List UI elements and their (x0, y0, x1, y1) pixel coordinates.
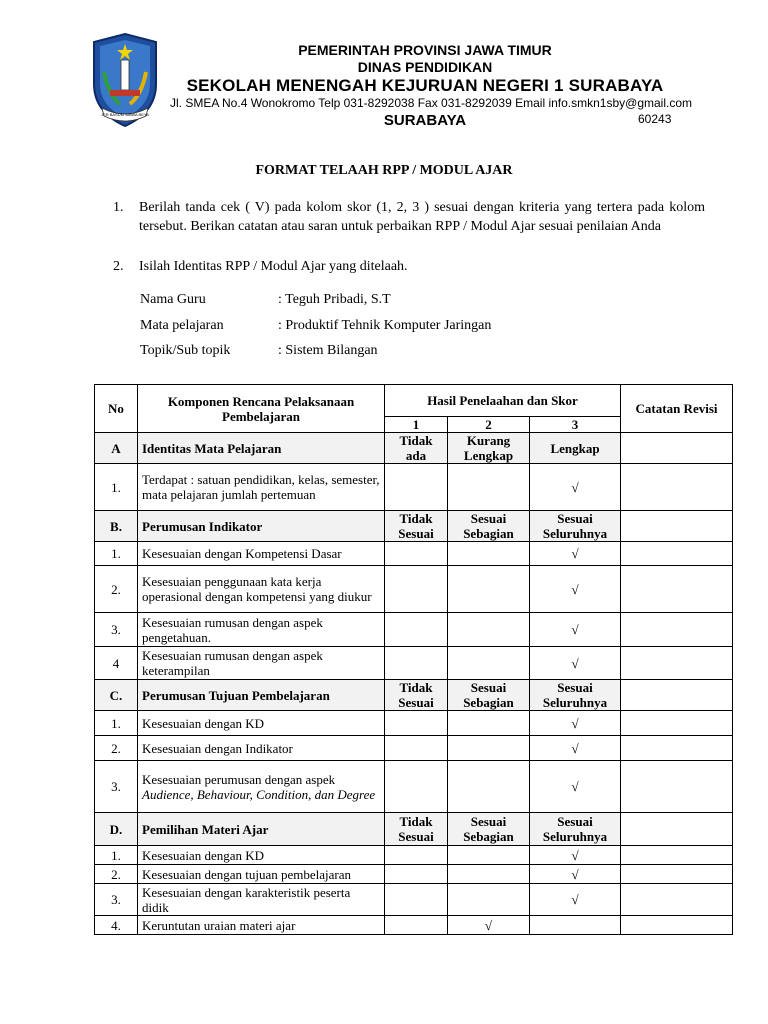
header-government: PEMERINTAH PROVINSI JAWA TIMUR (298, 42, 552, 58)
section-row (95, 433, 733, 464)
check-mark-icon: √ (571, 622, 579, 637)
item-text: Kesesuaian dengan Kompetensi Dasar (138, 542, 385, 566)
header-row (95, 385, 733, 417)
score-cell-3[interactable] (530, 464, 621, 511)
score-cell-1[interactable] (385, 761, 448, 813)
section-score-3-label: Sesuai Seluruhnya (530, 511, 621, 542)
section-score-1-label: Tidak Sesuai (385, 813, 448, 846)
section-score-1-label: Tidak ada (385, 433, 448, 464)
section-score-2-label: Kurang Lengkap (448, 433, 530, 464)
score-cell-1[interactable] (385, 736, 448, 761)
section-score-2-label: Sesuai Sebagian (448, 511, 530, 542)
score-cell-1[interactable] (385, 613, 448, 647)
check-mark-icon: √ (484, 917, 493, 933)
header-score-3: 3 (530, 417, 621, 433)
document-title: FORMAT TELAAH RPP / MODUL AJAR (255, 163, 513, 178)
header-department: DINAS PENDIDIKAN (357, 59, 493, 75)
score-cell-2[interactable] (448, 736, 530, 761)
item-text: Kesesuaian rumusan dengan aspek keterampilan (138, 647, 385, 680)
notes-cell[interactable] (621, 711, 733, 736)
identity-teacher (140, 292, 391, 308)
section-row (95, 813, 733, 846)
table-row (95, 711, 733, 736)
notes-cell[interactable] (621, 761, 733, 813)
item-number: 4 (95, 647, 138, 680)
score-cell-3[interactable] (530, 736, 621, 761)
score-cell-3[interactable] (530, 916, 621, 935)
identity-label: Nama Guru (140, 292, 206, 307)
score-cell-1[interactable] (385, 711, 448, 736)
section-code: B. (95, 511, 138, 542)
check-mark-icon: √ (571, 847, 579, 863)
section-score-1-label: Tidak Sesuai (385, 680, 448, 711)
instruction-number: 2. (113, 259, 124, 274)
notes-cell[interactable] (621, 511, 733, 542)
item-text: Kesesuaian dengan tujuan pembelajaran (138, 865, 385, 884)
item-number: 2. (95, 566, 138, 613)
score-cell-2[interactable] (448, 916, 530, 935)
score-cell-2[interactable] (448, 846, 530, 865)
score-cell-3[interactable] (530, 865, 621, 884)
logo-motto: JER BASUKI MAWA BEYA (101, 112, 149, 117)
check-mark-icon: √ (571, 892, 579, 907)
table-row (95, 736, 733, 761)
section-code: C. (95, 680, 138, 711)
item-number: 3. (95, 884, 138, 916)
score-cell-3[interactable] (530, 884, 621, 916)
section-code: A (95, 433, 138, 464)
east-java-province-logo (90, 32, 160, 128)
header-score-1: 1 (385, 417, 448, 433)
section-title: Perumusan Indikator (138, 511, 385, 542)
notes-cell[interactable] (621, 566, 733, 613)
check-mark-icon: √ (571, 779, 579, 794)
instruction-text: Isilah Identitas RPP / Modul Ajar yang ditelaah. (139, 259, 408, 274)
instruction-1 (113, 198, 705, 236)
notes-cell[interactable] (621, 736, 733, 761)
section-score-3-label: Sesuai Seluruhnya (530, 680, 621, 711)
header-notes: Catatan Revisi (621, 385, 733, 433)
table-row (95, 761, 733, 813)
score-cell-2[interactable] (448, 613, 530, 647)
item-number: 3. (95, 761, 138, 813)
notes-cell[interactable] (621, 647, 733, 680)
notes-cell[interactable] (621, 542, 733, 566)
notes-cell[interactable] (621, 433, 733, 464)
table-row (95, 542, 733, 566)
score-cell-1[interactable] (385, 884, 448, 916)
identity-label: Topik/Sub topik (140, 343, 231, 358)
score-cell-3[interactable] (530, 846, 621, 865)
score-cell-2[interactable] (448, 761, 530, 813)
item-text: Kesesuaian penggunaan kata kerja operasional dengan kompetensi yang diukur (138, 566, 385, 613)
score-cell-1[interactable] (385, 566, 448, 613)
notes-cell[interactable] (621, 916, 733, 935)
section-title: Identitas Mata Pelajaran (138, 433, 385, 464)
score-cell-3[interactable] (530, 647, 621, 680)
check-mark-icon: √ (571, 479, 579, 495)
table-row (95, 865, 733, 884)
item-number: 2. (95, 865, 138, 884)
notes-cell[interactable] (621, 680, 733, 711)
score-cell-3[interactable] (530, 542, 621, 566)
section-title: Perumusan Tujuan Pembelajaran (138, 680, 385, 711)
score-cell-2[interactable] (448, 464, 530, 511)
score-cell-2[interactable] (448, 542, 530, 566)
header-no: No (95, 385, 138, 433)
header-zip: 60243 (638, 112, 672, 126)
table-row (95, 884, 733, 916)
item-text: Kesesuaian dengan KD (138, 846, 385, 865)
item-number: 1. (95, 464, 138, 511)
table-row (95, 566, 733, 613)
score-cell-1[interactable] (385, 464, 448, 511)
item-text: Kesesuaian dengan KD (138, 711, 385, 736)
identity-topic (140, 343, 378, 359)
item-text-plain: Kesesuaian perumusan dengan aspek (142, 771, 336, 787)
review-table (94, 384, 733, 935)
table-row (95, 846, 733, 865)
notes-cell[interactable] (621, 813, 733, 846)
table-row (95, 647, 733, 680)
identity-label: Mata pelajaran (140, 318, 224, 333)
score-cell-3[interactable] (530, 761, 621, 813)
section-score-2-label: Sesuai Sebagian (448, 680, 530, 711)
score-cell-3[interactable] (530, 613, 621, 647)
score-cell-2[interactable] (448, 566, 530, 613)
score-cell-2[interactable] (448, 647, 530, 680)
identity-subject (140, 318, 491, 334)
check-mark-icon: √ (571, 546, 579, 561)
score-cell-2[interactable] (448, 865, 530, 884)
header-score: Hasil Penelaahan dan Skor (385, 385, 621, 417)
section-row (95, 680, 733, 711)
section-score-3-label: Lengkap (530, 433, 621, 464)
item-text: Keruntutan uraian materi ajar (138, 916, 385, 935)
section-score-2-label: Sesuai Sebagian (448, 813, 530, 846)
header-address: Jl. SMEA No.4 Wonokromo Telp 031-8292038 Fax 031-8292039 Email info.smkn1sby@gmail.com (170, 96, 693, 110)
notes-cell[interactable] (621, 613, 733, 647)
score-cell-1[interactable] (385, 846, 448, 865)
check-mark-icon: √ (571, 715, 579, 731)
item-number: 1. (95, 846, 138, 865)
item-text: Terdapat : satuan pendidikan, kelas, semester, mata pelajaran jumlah pertemuan (138, 464, 385, 511)
table-row (95, 613, 733, 647)
score-cell-1[interactable] (385, 542, 448, 566)
item-number: 1. (95, 711, 138, 736)
header-school-name: SEKOLAH MENENGAH KEJURUAN NEGERI 1 SURABAYA (186, 76, 664, 95)
section-code: D. (95, 813, 138, 846)
table-row (95, 916, 733, 935)
table-row (95, 464, 733, 511)
notes-cell[interactable] (621, 884, 733, 916)
identity-value: : Teguh Pribadi, S.T (278, 292, 391, 307)
score-cell-2[interactable] (448, 711, 530, 736)
item-number: 3. (95, 613, 138, 647)
score-cell-1[interactable] (385, 865, 448, 884)
score-cell-1[interactable] (385, 916, 448, 935)
section-row (95, 511, 733, 542)
section-score-3-label: Sesuai Seluruhnya (530, 813, 621, 846)
item-text (138, 761, 385, 813)
check-mark-icon: √ (571, 581, 579, 597)
score-cell-1[interactable] (385, 647, 448, 680)
check-mark-icon: √ (571, 655, 579, 671)
item-number: 1. (95, 542, 138, 566)
check-mark-icon: √ (571, 866, 579, 882)
section-title: Pemilihan Materi Ajar (138, 813, 385, 846)
notes-cell[interactable] (621, 464, 733, 511)
score-cell-2[interactable] (448, 884, 530, 916)
check-mark-icon: √ (571, 740, 579, 756)
header-score-2: 2 (448, 417, 530, 433)
identity-value: : Sistem Bilangan (278, 343, 378, 358)
score-cell-3[interactable] (530, 566, 621, 613)
item-text: Kesesuaian dengan Indikator (138, 736, 385, 761)
identity-value: : Produktif Tehnik Komputer Jaringan (278, 318, 492, 333)
notes-cell[interactable] (621, 846, 733, 865)
header-component: Komponen Rencana Pelaksanaan Pembelajaran (138, 385, 385, 433)
item-number: 4. (95, 916, 138, 935)
notes-cell[interactable] (621, 865, 733, 884)
score-cell-3[interactable] (530, 711, 621, 736)
item-text: Kesesuaian dengan karakteristik peserta didik (138, 884, 385, 916)
header-city: SURABAYA (383, 112, 467, 129)
instruction-number: 1. (113, 200, 124, 215)
item-text-italic: Audience, Behaviour, Condition, dan Degree (142, 786, 376, 802)
instruction-text: Berilah tanda cek ( V) pada kolom skor (1, 2, 3 ) sesuai dengan kriteria yang tertera pada kolom tersebut. Berikan catatan atau saran untuk perbaikan RPP / Modul Ajar sesuai penilaian Anda (139, 200, 705, 234)
item-number: 2. (95, 736, 138, 761)
item-text: Kesesuaian rumusan dengan aspek pengetahuan. (138, 613, 385, 647)
section-score-1-label: Tidak Sesuai (385, 511, 448, 542)
instruction-2 (113, 257, 705, 276)
